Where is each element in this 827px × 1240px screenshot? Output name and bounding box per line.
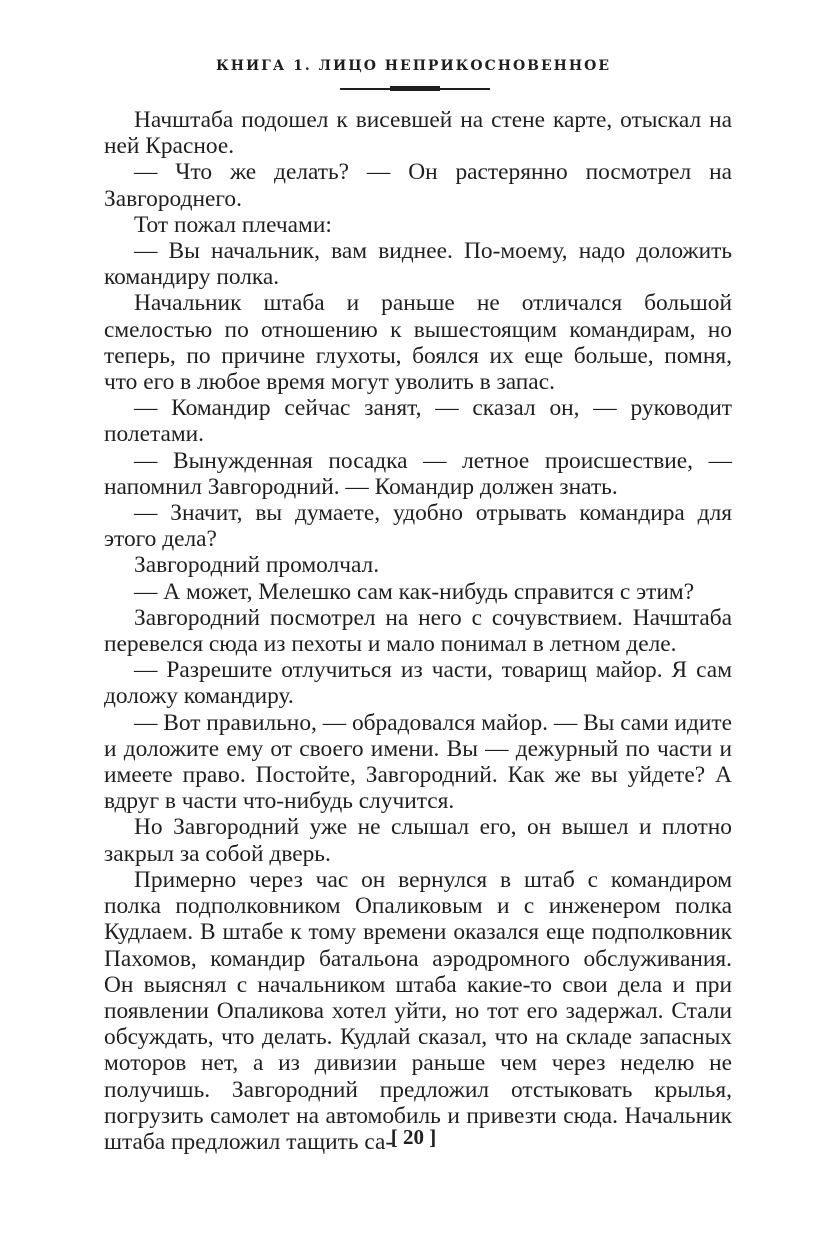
body-text	[104, 107, 732, 1155]
paragraph: Начальник штаба и раньше не отличался большой смелостью по отношению к вышестоящим командирам, но теперь, по причине глухоты, боялся их еще больше, помня, что его в любое время могут уволить в запас.	[104, 290, 732, 396]
paragraph: Завгородний посмотрел на него с сочувствием. Начштаба перевелся сюда из пехоты и мало понимал в летном деле.	[104, 604, 732, 658]
paragraph: — Значит, вы думаете, удобно отрывать командира для этого дела?	[104, 500, 732, 553]
paragraph: Начштаба подошел к висевшей на стене карте, отыскал на ней Красное.	[104, 107, 732, 160]
paragraph: — Вынужденная посадка — летное происшествие, — напомнил Завгородний. — Командир должен знать.	[104, 447, 732, 500]
paragraph: — Командир сейчас занят, — сказал он, — руководит полетами.	[104, 395, 732, 448]
paragraph: Завгородний промолчал.	[134, 552, 380, 579]
running-head: КНИГА 1. ЛИЦО НЕПРИКОСНОВЕННОЕ	[215, 58, 612, 74]
paragraph: — Разрешите отлучиться из части, товарищ майор. Я сам доложу командиру.	[104, 657, 732, 710]
paragraph: — А может, Мелешко сам как-нибудь справится с этим?	[134, 578, 695, 605]
header-rule-accent	[390, 86, 440, 91]
paragraph: — Что же делать? — Он растерянно посмотрел на Завгороднего.	[104, 159, 732, 212]
paragraph: — Вот правильно, — обрадовался майор. — Вы сами идите и доложите ему от своего имени. Вы — дежурный по части и имеете право. Постойте, Завгородний. Как же вы уйдете? А вдруг в части что-нибудь случится.	[104, 709, 732, 815]
page-number: [ 20 ]	[390, 1125, 437, 1149]
paragraph: Тот пожал плечами:	[134, 211, 332, 238]
paragraph: Примерно через час он вернулся в штаб с командиром полка подполковником Опаликовым и с инженером полка Кудлаем. В штабе к тому времени оказался еще подполковник Пахомов, командир батальона аэродромного обслуживания. Он выяснял с начальником штаба какие-то свои дела и при появлении Опаликова хотел уйти, но тот его задержал. Стали обсуждать, что делать. Кудлай сказал, что на складе запасных моторов нет, а из дивизии раньше чем через неделю не получишь. Завгородний предложил отстыковать крылья, погрузить самолет на автомобиль и привезти сюда. Начальник штаба предложил тащить са-	[104, 866, 732, 1155]
paragraph: — Вы начальник, вам виднее. По-моему, надо доложить командиру полка.	[104, 238, 732, 291]
paragraph: Но Завгородний уже не слышал его, он вышел и плотно закрыл за собой дверь.	[104, 814, 732, 867]
